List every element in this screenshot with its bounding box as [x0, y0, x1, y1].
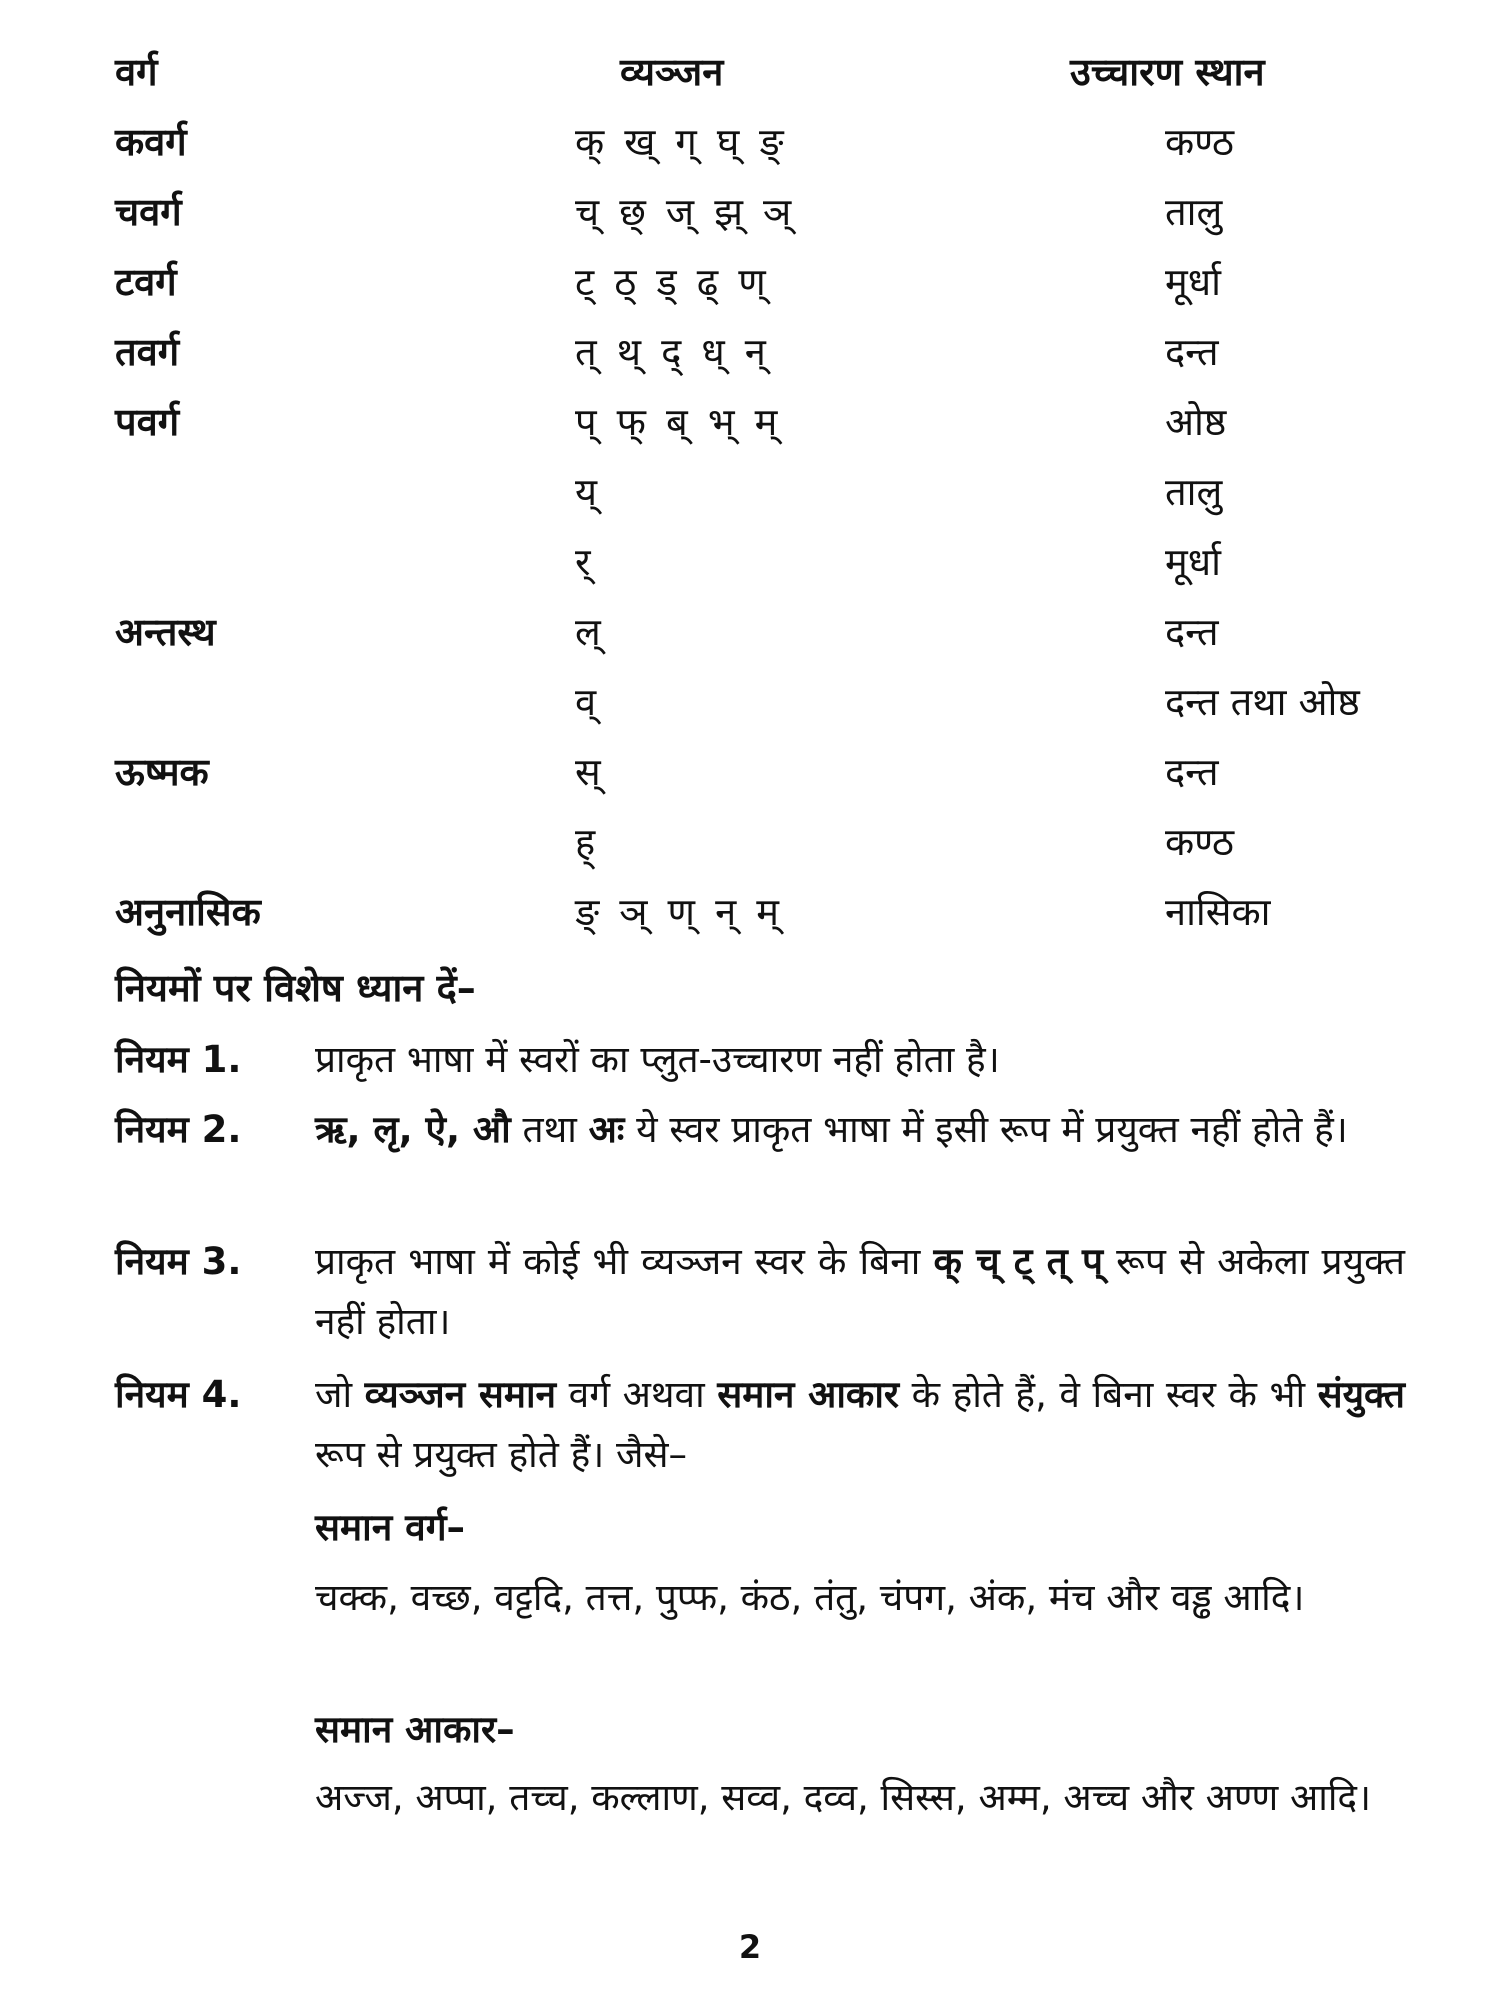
row-consonants: प् फ् ब् भ् म् [575, 400, 782, 444]
row-consonants: स् [575, 750, 605, 794]
row-group: ऊष्मक [115, 750, 209, 794]
rule-text-part: जो [315, 1373, 365, 1416]
row-place: दन्त तथा ओष्ठ [1165, 680, 1360, 724]
table-row [115, 602, 1415, 662]
table-row [115, 392, 1415, 452]
bold-visarga: अः [588, 1108, 625, 1151]
rule-text-part: वर्ग अथवा [556, 1373, 718, 1416]
table-row [115, 322, 1415, 382]
row-place: दन्त [1165, 330, 1219, 374]
rule-text-part: ये स्वर प्राकृत भाषा में इसी रूप में प्रयुक्त नहीं होते हैं। [624, 1108, 1348, 1151]
same-group-heading: समान वर्ग– [315, 1506, 466, 1549]
row-place: कण्ठ [1165, 120, 1234, 164]
table-row [115, 462, 1415, 522]
row-place: ओष्ठ [1165, 400, 1227, 444]
rule-text-part: के होते हैं, वे बिना स्वर के भी [899, 1373, 1318, 1416]
row-consonants: ट् ठ् ड् ढ् ण् [575, 260, 770, 304]
row-group: तवर्ग [115, 330, 180, 374]
row-place: तालु [1165, 470, 1223, 514]
table-row [115, 672, 1415, 732]
row-consonants: त् थ् द् ध् न् [575, 330, 770, 374]
table-row [115, 812, 1415, 872]
rule-label: नियम 1. [115, 1038, 242, 1081]
same-group-examples: चक्क, वच्छ, वट्टदि, तत्त, पुप्फ, कंठ, तंतु, चंपग, अंक, मंच और वड्ढ आदि। [315, 1576, 1305, 1619]
bold-term: समान आकार [717, 1373, 900, 1416]
row-place: दन्त [1165, 750, 1219, 794]
row-consonants: च् छ् ज् झ् ञ् [575, 190, 796, 234]
row-place: दन्त [1165, 610, 1219, 654]
header-group: वर्ग [115, 50, 158, 94]
row-group: चवर्ग [115, 190, 182, 234]
table-row [115, 112, 1415, 172]
row-group: टवर्ग [115, 260, 177, 304]
same-shape-heading: समान आकार– [315, 1708, 515, 1751]
bold-consonants: क् च् ट् त् प् [933, 1240, 1104, 1283]
header-consonants: व्यञ्जन [620, 50, 724, 94]
row-group: पवर्ग [115, 400, 180, 444]
row-consonants: र् [575, 540, 595, 584]
table-row [115, 882, 1415, 942]
row-consonants: ह् [575, 820, 600, 864]
row-place: मूर्धा [1165, 540, 1221, 584]
rule-2 [115, 1100, 1405, 1220]
rule-text-part: तथा [510, 1108, 589, 1151]
row-consonants: ङ् ञ् ण् न् म् [575, 890, 784, 934]
rule-text [315, 1232, 1405, 1352]
rule-text-part: प्राकृत भाषा में कोई भी व्यञ्जन स्वर के बिना [315, 1240, 934, 1283]
table-row [115, 742, 1415, 802]
rule-label: नियम 4. [115, 1373, 242, 1416]
row-consonants: क् ख् ग् घ् ङ् [575, 120, 788, 164]
rule-1 [115, 1030, 1405, 1090]
same-shape-examples: अज्ज, अप्पा, तच्च, कल्लाण, सव्व, दव्व, सिस्स, अम्म, अच्च और अण्ण आदि। [315, 1776, 1372, 1819]
rule-3 [115, 1232, 1405, 1352]
bold-term: व्यञ्जन समान [364, 1373, 557, 1416]
rule-label: नियम 3. [115, 1240, 242, 1283]
table-row [115, 532, 1415, 592]
row-consonants: ल् [575, 610, 605, 654]
rule-text [315, 1100, 1405, 1160]
row-place: नासिका [1165, 890, 1271, 934]
table-row [115, 182, 1415, 242]
rule-label: नियम 2. [115, 1108, 242, 1151]
rule-text [315, 1365, 1405, 1485]
rule-4 [115, 1365, 1405, 1485]
row-consonants: व् [575, 680, 601, 724]
bold-vowels: ऋ, लृ, ऐ, औ [315, 1108, 511, 1151]
rules-heading: नियमों पर विशेष ध्यान दें– [115, 966, 476, 1010]
header-place: उच्चारण स्थान [1070, 50, 1265, 94]
bold-term: संयुक्त [1317, 1373, 1405, 1416]
row-group: अनुनासिक [115, 890, 261, 934]
rule-text-part: रूप से अकेला प्रयुक्त नहीं होता। [315, 1240, 1405, 1343]
table-row [115, 252, 1415, 312]
rule-text-part: रूप से प्रयुक्त होते हैं। जैसे– [315, 1433, 687, 1476]
row-place: कण्ठ [1165, 820, 1234, 864]
rule-text: प्राकृत भाषा में स्वरों का प्लुत-उच्चारण नहीं होता है। [315, 1038, 1000, 1081]
row-consonants: य् [575, 470, 602, 514]
table-header [115, 42, 1415, 102]
row-group: अन्तस्थ [115, 610, 216, 654]
row-group: कवर्ग [115, 120, 187, 164]
page-number: 2 [738, 1928, 762, 1966]
row-place: मूर्धा [1165, 260, 1221, 304]
row-place: तालु [1165, 190, 1223, 234]
